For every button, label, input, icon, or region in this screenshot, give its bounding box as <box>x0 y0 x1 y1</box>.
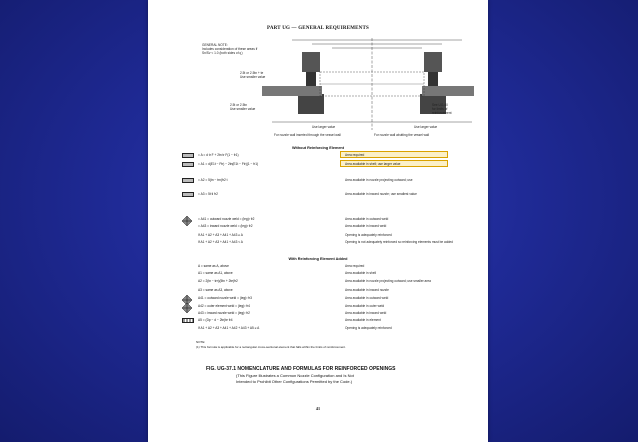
formula-row: A1 = same as A1, above <box>198 271 233 275</box>
weld-cross-icon <box>182 216 192 226</box>
desc-row: Area available in inward nozzle; use smallest value <box>345 192 417 196</box>
area-icon <box>182 178 194 183</box>
desc-row: Area available in inward weld <box>345 224 387 228</box>
nozzle-diagram <box>162 34 474 144</box>
desc-row: Opening is adequately reinforced <box>345 326 392 330</box>
formula-row: A41 = outward nozzle weld = (leg)² fr3 <box>198 296 252 300</box>
with-reinforcing-title: With Reinforcing Element Added <box>288 257 348 261</box>
formula-row: A42 = outer element weld = (leg)² fr4 <box>198 304 250 308</box>
desc-row: Area available in element <box>345 318 381 322</box>
desc-row: Area available in outer weld <box>345 304 385 308</box>
desc-row: Area required <box>345 153 365 157</box>
dim-label-a2: Use smaller value <box>240 75 266 79</box>
desc-row: Area available in nozzle projecting outward; use smaller area <box>345 279 431 283</box>
weld-cross-icon <box>182 303 192 313</box>
general-note-line3: Sn/Sv < 1.0 (both sides of ℄) <box>202 51 243 55</box>
desc-row: Area available in shell; use larger value <box>345 162 401 166</box>
formula-row: A43 = inward nozzle weld = (leg)² fr2 <box>198 311 250 315</box>
area-icon <box>182 153 194 158</box>
figure-subcaption-2: Intended to Prohibit Other Configurations Permitted by the Code.) <box>236 379 353 384</box>
formula-row: = A41 = outward nozzle weld = (leg)² fr2 <box>198 217 255 221</box>
desc-row: Area available in shell <box>345 271 377 275</box>
general-note-line2: Includes consideration of these areas if <box>202 47 258 51</box>
bottom-right-label: Use larger value <box>414 125 438 129</box>
formula-row: A3 = same as A3, above <box>198 288 233 292</box>
page-number: 41 <box>315 406 321 411</box>
dim-label-c3: reinforcement <box>432 111 452 115</box>
page-header: PART UG — GENERAL REQUIREMENTS <box>266 26 370 31</box>
caption-right: For nozzle wall abutting the vessel wall <box>374 133 430 137</box>
figure-caption: FIG. UG-37.1 NOMENCLATURE AND FORMULAS FOR REINFORCED OPENINGS <box>206 366 396 372</box>
dim-label-c2: for limits of <box>432 107 448 111</box>
document-page <box>148 0 488 442</box>
desc-row: Area available in inward weld <box>345 311 387 315</box>
formula-row: = A2 = 5(tn − trn)fr2 t <box>198 178 228 182</box>
formula-row: If A1 + A2 + A3 + A41 + A42 + A43 + A5 ≥ A <box>198 326 260 330</box>
desc-row: Area required <box>345 264 365 268</box>
area-icon <box>182 192 194 197</box>
dim-label-c: See UG-40 <box>432 103 448 107</box>
element-area-icon <box>182 318 194 323</box>
area-icon <box>182 162 194 167</box>
desc-row: Opening is adequately reinforced <box>345 233 392 237</box>
desc-row: Area available in outward weld <box>345 217 389 221</box>
formula-row: = A43 = inward nozzle weld = (leg)² fr2 <box>198 224 253 228</box>
formula-row: A = same as A, above <box>198 264 229 268</box>
formula-row: = A = d tr F + 2tn tr F(1 − fr1) <box>198 153 239 157</box>
formula-row: = A1 = d(E1t − Ftr) − 2tn(E1t − Ftr)(1 − fr1) <box>198 162 259 166</box>
desc-row: Area available in outward weld <box>345 296 389 300</box>
desc-row: Area available in inward nozzle <box>345 288 389 292</box>
dim-label-b2: Use smaller value <box>230 107 256 111</box>
dim-label-a: 2.5t or 2.5tn + te <box>240 71 264 75</box>
formula-row: If A1 + A2 + A3 + A41 + A43 < A <box>198 240 243 244</box>
caption-left: For nozzle wall inserted through the vessel wall <box>274 133 341 137</box>
general-note-line1: GENERAL NOTE: <box>202 43 228 47</box>
bottom-left-label: Use larger value <box>312 125 336 129</box>
note-text: (1) This formula is applicable for a rectangular cross-sectional element that falls within the limits of reinforcement. <box>196 345 346 349</box>
formula-row: = A3 = 5t ti fr2 <box>198 192 218 196</box>
formula-row: A5 = (Dp − d − 2tn)te fr4 <box>198 318 233 322</box>
dim-label-b: 2.5t or 2.5tn <box>230 103 248 107</box>
without-reinforcing-title: Without Reinforcing Element <box>291 146 345 150</box>
formula-row: If A1 + A2 + A3 + A41 + A43 ≥ A <box>198 233 243 237</box>
figure-subcaption-1: (This Figure Illustrates a Common Nozzle Configuration and Is Not <box>236 373 354 378</box>
desc-row: Opening is not adequately reinforced so reinforcing elements must be added <box>345 240 453 244</box>
note-label: NOTE: <box>196 340 206 344</box>
formula-row: A2 = 2(tn − trn)(5tn + 2te)fr2 <box>198 279 238 283</box>
desc-row: Area available in nozzle projecting outward; use <box>345 178 413 182</box>
